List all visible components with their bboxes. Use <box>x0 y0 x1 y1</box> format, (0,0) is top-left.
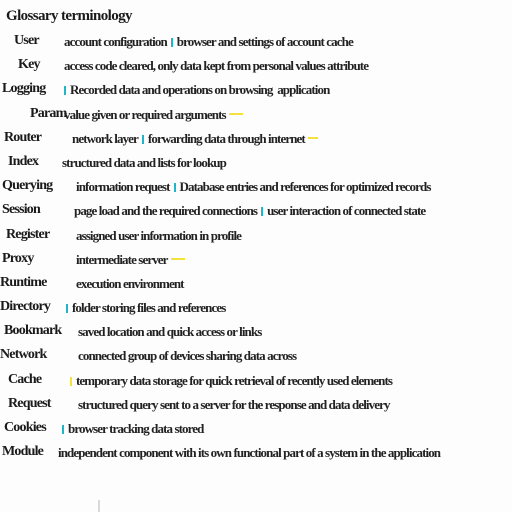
glossary-row <box>0 393 512 417</box>
glossary-row <box>0 54 512 78</box>
cyan-marker-icon <box>62 425 64 434</box>
term-label: Module <box>2 444 44 460</box>
definition-text <box>64 82 329 98</box>
definition-text <box>62 155 226 171</box>
definition-text <box>76 276 184 292</box>
extra-note: arguments <box>174 106 226 122</box>
definition: saved location and quick access or links <box>78 324 262 340</box>
glossary-row <box>0 369 512 393</box>
definition-text <box>58 445 440 461</box>
cyan-marker-icon <box>64 86 66 95</box>
cyan-marker-icon <box>142 135 144 144</box>
glossary-row <box>0 127 512 151</box>
extra-note: forwarding data through internet <box>147 130 305 146</box>
definition-text <box>62 421 204 437</box>
page-title: Glossary terminology <box>6 8 132 24</box>
definition: structured query sent to a server for the response and data delivery <box>78 396 390 412</box>
extra-note: application <box>277 82 330 98</box>
glossary-row <box>0 320 512 344</box>
definition: account configuration <box>64 34 167 49</box>
glossary-row <box>0 344 512 368</box>
glossary-row <box>0 175 512 199</box>
definition-text <box>78 348 296 364</box>
extra-note: from personal values attribute <box>226 58 369 74</box>
definition: execution environment <box>76 275 184 291</box>
glossary-list <box>0 30 512 465</box>
definition-text <box>76 252 185 268</box>
definition-text <box>70 373 392 389</box>
term-label: Request <box>8 395 51 411</box>
definition-text <box>64 107 243 123</box>
definition-text <box>66 300 225 316</box>
definition: temporary data storage for quick retrieval of recently used elements <box>76 372 393 388</box>
highlight-mark <box>171 258 185 260</box>
definition-text <box>72 131 318 147</box>
definition: folder storing files and references <box>72 300 226 316</box>
definition-text <box>76 228 241 244</box>
glossary-row <box>0 272 512 296</box>
term-label: Param <box>30 105 67 121</box>
term-label: Bookmark <box>4 323 62 339</box>
cyan-marker-icon <box>171 38 173 47</box>
definition: page load and the required connections <box>74 203 258 219</box>
term-label: Directory <box>0 299 51 315</box>
extra-note: browser and settings of account cache <box>176 34 353 49</box>
definition: independent component with its own functional part of a system in the application <box>58 445 441 461</box>
definition-text <box>64 34 353 50</box>
term-label: Session <box>2 202 40 218</box>
term-label: Index <box>8 153 39 169</box>
definition: assigned user information in profile <box>76 227 242 243</box>
glossary-row <box>0 224 512 248</box>
definition: structured data and lists for lookup <box>62 154 226 170</box>
definition: information request <box>76 179 170 195</box>
term-label: Logging <box>2 81 46 97</box>
glossary-row <box>0 248 512 272</box>
term-label: Network <box>0 347 47 363</box>
term-label: Querying <box>2 178 53 194</box>
definition: access code cleared, only data kept <box>64 58 225 74</box>
definition-text <box>64 58 368 74</box>
margin-rule <box>98 500 100 512</box>
definition: connected group of devices sharing data across <box>78 348 297 364</box>
definition: Recorded data and operations on browsing <box>70 82 273 98</box>
glossary-row <box>0 151 512 175</box>
definition: browser tracking data stored <box>68 421 204 436</box>
glossary-row <box>0 199 512 223</box>
term-label: Proxy <box>2 250 34 266</box>
term-label: Router <box>4 129 42 145</box>
term-label: Cache <box>8 371 42 387</box>
definition: value given or required <box>64 106 173 122</box>
glossary-row <box>0 103 512 127</box>
term-label: Runtime <box>0 274 47 290</box>
term-label: Register <box>6 226 50 242</box>
term-label: Key <box>18 57 40 73</box>
definition-text <box>78 324 261 340</box>
glossary-row <box>0 417 512 441</box>
definition-text <box>76 179 431 195</box>
glossary-row <box>0 441 512 465</box>
extra-note: Database entries and references for optimized records <box>179 179 431 195</box>
glossary-row <box>0 30 512 54</box>
definition: intermediate server <box>76 251 168 267</box>
cyan-marker-icon <box>174 183 176 192</box>
glossary-row <box>0 296 512 320</box>
glossary-row <box>0 78 512 102</box>
term-label: Cookies <box>4 420 46 435</box>
highlight-mark <box>229 113 243 115</box>
definition: network layer <box>72 130 138 146</box>
yellow-marker-icon <box>70 377 72 386</box>
definition-text <box>78 397 390 413</box>
cyan-marker-icon <box>261 207 263 216</box>
extra-note: user interaction of connected state <box>267 203 426 219</box>
cyan-marker-icon <box>66 304 68 313</box>
highlight-mark <box>308 137 318 139</box>
definition-text <box>74 203 425 219</box>
term-label: User <box>14 33 39 48</box>
